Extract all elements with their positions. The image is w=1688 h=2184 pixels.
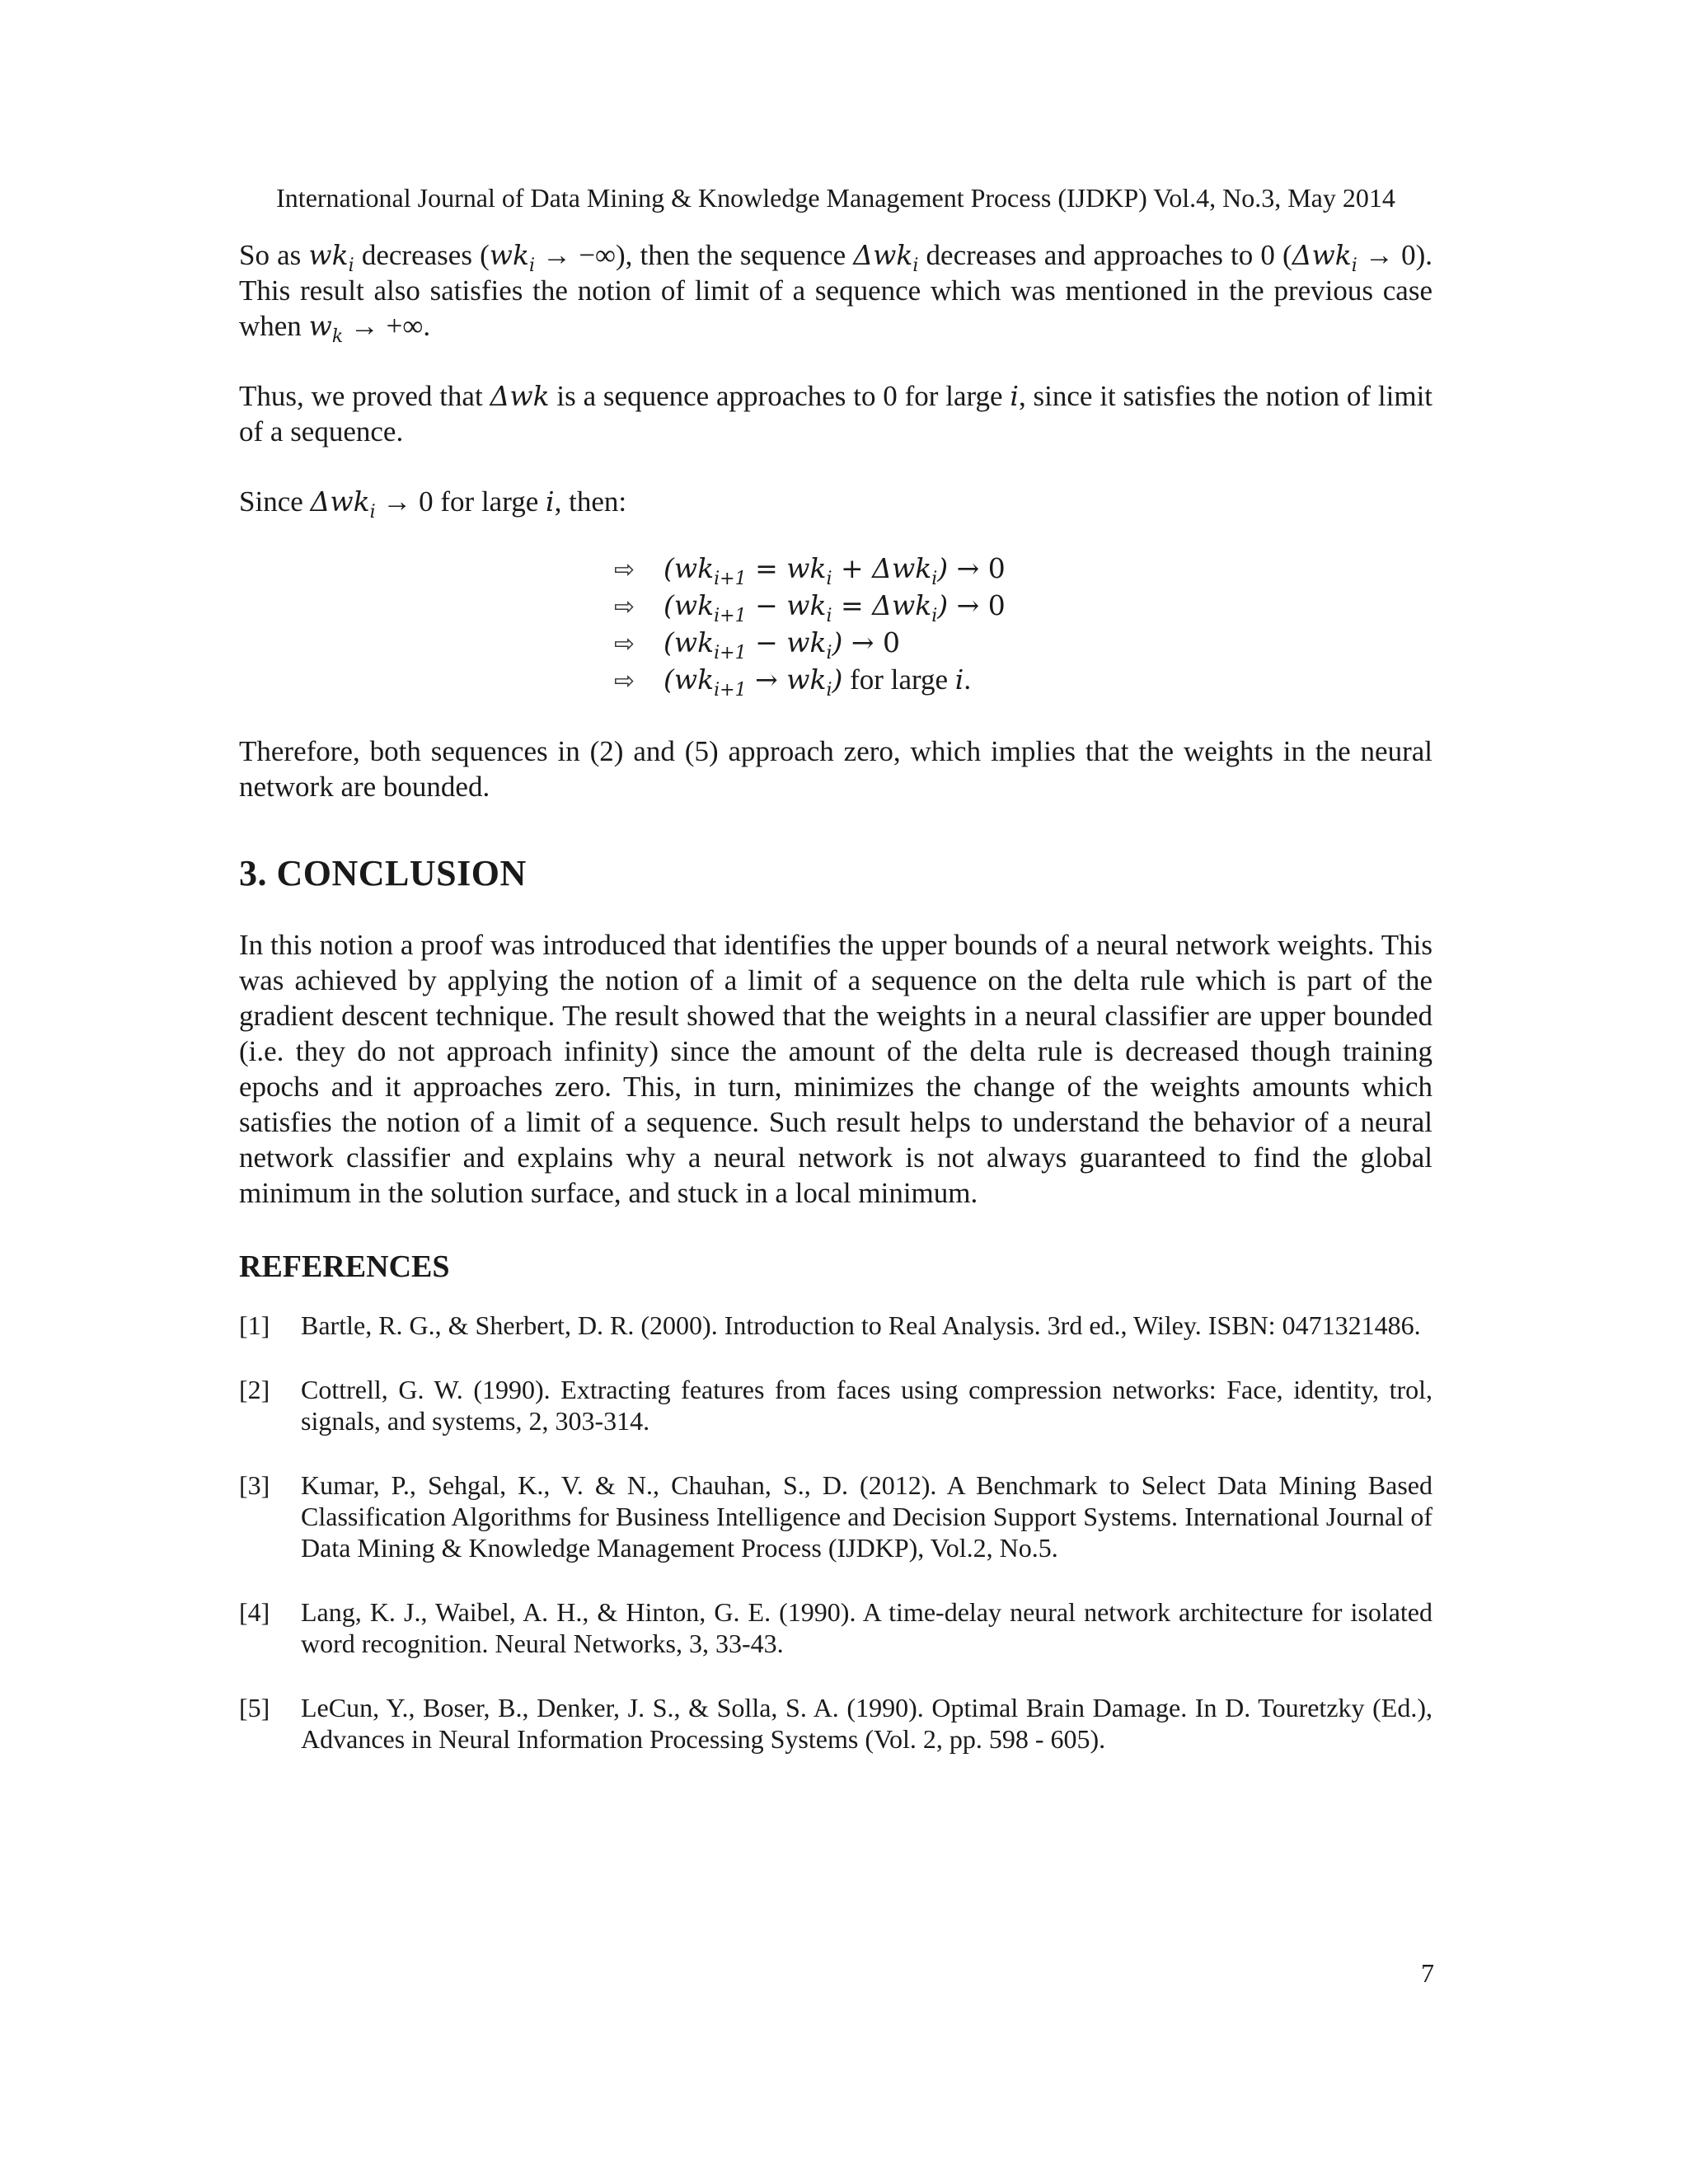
reference-text: LeCun, Y., Boser, B., Denker, J. S., & Solla, S. A. (1990). Optimal Brain Damage. In D. Touretzky (Ed.), Advances in Neural Information Processing Systems (Vol. 2, pp. 598 - 605).	[301, 1693, 1432, 1754]
math-w-k: $w_k$	[308, 310, 344, 347]
reference-text: Kumar, P., Sehgal, K., V. & N., Chauhan, S., D. (2012). A Benchmark to Select Data Mining Based Classification Algorithms for Business Intelligence and Decision Support Systems. International Journal of Data Mining & Knowledge Management Process (IJDKP), Vol.2, No.5.	[301, 1470, 1432, 1563]
math-wk-i: $wk_i$	[308, 239, 354, 276]
page-body	[239, 237, 1432, 1788]
implication-row: ⇨ $(wk_{i+1} \to wk_i)$ for large i.	[614, 663, 972, 701]
reference-item	[239, 1692, 1432, 1755]
reference-text: Cottrell, G. W. (1990). Extracting features from faces using compression networks: Face, identity, trol, signals, and systems, 2, 303-314.	[301, 1375, 1432, 1436]
math-delta-wk-i: Δwk$_i$	[310, 485, 376, 523]
implies-arrow-icon: ⇨	[614, 667, 635, 696]
page-number: 7	[1421, 1958, 1434, 1988]
running-header: International Journal of Data Mining & Knowledge Management Process (IJDKP) Vol.4, No.3, May 2014	[276, 183, 1395, 213]
reference-number: [3]	[239, 1470, 270, 1500]
reference-item	[239, 1469, 1432, 1563]
paragraph-conclusion: In this notion a proof was introduced that identifies the upper bounds of a neural network weights. This was achieved by applying the notion of a limit of a sequence on the delta rule which is part of the gradient descent technique. The result showed that the weights in a neural classifier are upper bounded (i.e. they do not approach infinity) since the amount of the delta rule is decreased though training epochs and it approaches zero. This, in turn, minimizes the change of the weights amounts which satisfies the notion of a limit of a sequence. Such result helps to understand the behavior of a neural network classifier and explains why a neural network is not always guaranteed to find the global minimum in the solution surface, and stuck in a local minimum.	[239, 929, 1432, 1209]
reference-text: Lang, K. J., Waibel, A. H., & Hinton, G. E. (1990). A time-delay neural network architecture for isolated word recognition. Neural Networks, 3, 33-43.	[301, 1597, 1432, 1658]
implication-row: ⇨ $(wk_{i+1} - wk_i) \to 0$	[614, 626, 901, 663]
paragraph-therefore: Therefore, both sequences in (2) and (5) approach zero, which implies that the weights in the neural network are bounded.	[239, 735, 1432, 803]
implies-arrow-icon: ⇨	[614, 555, 635, 584]
reference-list	[239, 1310, 1432, 1755]
reference-number: [5]	[239, 1693, 270, 1722]
implies-arrow-icon: ⇨	[614, 630, 635, 658]
reference-text: Bartle, R. G., & Sherbert, D. R. (2000). Introduction to Real Analysis. 3rd ed., Wiley. ISBN: 0471321486.	[301, 1310, 1421, 1340]
math-delta-wk-i: Δwk$_i$	[853, 239, 919, 276]
paragraph-since: Since Δwk$_i$ → 0 for large i, then:	[239, 485, 627, 523]
math-wk-i: $wk_i$	[489, 239, 536, 276]
implication-row: ⇨ $(wk_{i+1} = wk_i + \Delta wk_i) \to 0$	[614, 552, 1006, 589]
section-heading-conclusion: 3. CONCLUSION	[239, 853, 527, 893]
reference-number: [1]	[239, 1310, 270, 1340]
math-delta-wk: Δwk	[490, 380, 550, 412]
reference-number: [4]	[239, 1597, 270, 1627]
reference-item	[239, 1310, 1432, 1341]
reference-item	[239, 1374, 1432, 1436]
paragraph-proof-statement: Thus, we proved that Δwk is a sequence approaches to 0 for large i, since it satisfies the notion of limit of a sequence.	[239, 380, 1433, 448]
reference-item	[239, 1596, 1432, 1659]
math-delta-wk-i: Δwk$_i$	[1292, 239, 1357, 276]
implies-arrow-icon: ⇨	[614, 593, 635, 621]
paragraph-decreasing-sequence: So as $wk_i$ decreases ($wk_i$ → −∞), then the sequence Δwk$_i$ decreases and approaches to 0 (Δwk$_i$ → 0). This result also satisfies the notion of limit of a sequence which was mentioned in the previous case when $w_k$ → +∞.	[239, 239, 1433, 347]
math-i: i	[546, 485, 555, 518]
implication-row: ⇨ $(wk_{i+1} - wk_i = \Delta wk_i) \to 0$	[614, 589, 1006, 626]
math-i: i	[1010, 380, 1019, 412]
references-heading: REFERENCES	[239, 1249, 450, 1284]
implication-list	[614, 551, 1432, 699]
reference-number: [2]	[239, 1375, 270, 1404]
